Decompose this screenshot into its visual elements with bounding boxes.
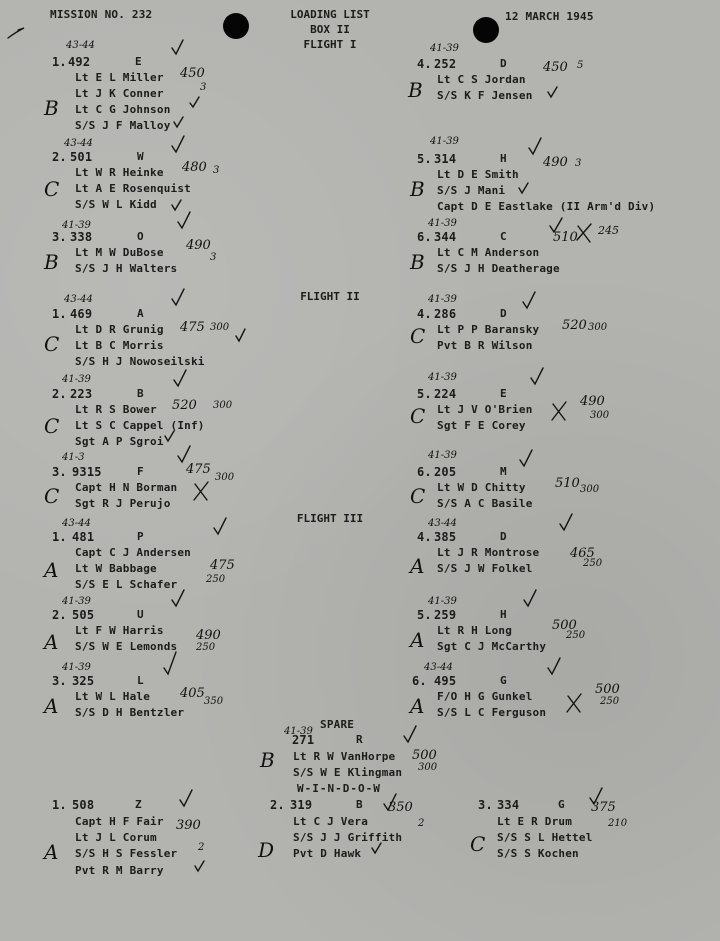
- check-mark: [195, 861, 204, 871]
- plane-number: 9315: [72, 465, 102, 479]
- position-number: 1.: [52, 798, 67, 812]
- crew-member: S/S J J Griffith: [293, 831, 403, 844]
- box-label: BOX II: [310, 23, 350, 36]
- group-mark: B: [44, 96, 59, 120]
- crew-member: Lt D R Grunig: [75, 323, 164, 336]
- plane-number: 319: [290, 798, 313, 812]
- crew-member: Sgt R J Perujo: [75, 497, 171, 510]
- check-mark: [236, 329, 245, 341]
- group-mark: C: [410, 484, 426, 508]
- check-mark: [524, 590, 536, 606]
- serial-note: 41-39: [62, 596, 91, 607]
- group-mark: C: [410, 404, 426, 428]
- check-mark: [531, 368, 543, 384]
- plane-letter: M: [500, 465, 507, 478]
- position-number: 4.: [417, 57, 432, 71]
- group-mark: D: [258, 838, 275, 862]
- crew-member: Lt R S Bower: [75, 403, 157, 416]
- group-mark: B: [408, 78, 423, 102]
- crew-member: Capt H N Borman: [75, 481, 178, 494]
- position-number: 2.: [52, 387, 67, 401]
- extra-note: 300: [215, 472, 235, 483]
- plane-number: 252: [434, 57, 457, 71]
- check-mark: [384, 794, 396, 810]
- plane-number: 338: [70, 230, 93, 244]
- cross-mark: [577, 224, 591, 242]
- position-number: 1.: [52, 307, 67, 321]
- extra-note: 250: [583, 558, 603, 569]
- window-label: W-I-N-D-O-W: [297, 782, 381, 795]
- check-mark: [165, 431, 174, 441]
- position-number: 1.: [52, 55, 67, 69]
- position-number: 3.: [52, 674, 67, 688]
- plane-letter: G: [500, 674, 507, 687]
- extra-note: 250: [196, 642, 216, 653]
- weight-note: 510: [553, 230, 578, 245]
- crew-member: S/S H J Nowoseilski: [75, 355, 205, 368]
- plane-letter: W: [137, 150, 144, 163]
- plane-letter: G: [558, 798, 565, 811]
- crew-member: Lt E L Miller: [75, 71, 164, 84]
- weight-note: 450: [543, 60, 568, 75]
- crew-member: S/S J W Folkel: [437, 562, 533, 575]
- serial-note: 41-39: [428, 596, 457, 607]
- crew-member: S/S E L Schafer: [75, 578, 178, 591]
- check-mark: [174, 370, 186, 386]
- weight-note: 490: [580, 394, 605, 409]
- plane-letter: L: [137, 674, 144, 687]
- weight-note: 475: [180, 320, 205, 335]
- plane-letter: Z: [135, 798, 142, 811]
- weight-note: 520: [562, 318, 587, 333]
- check-mark: [404, 726, 416, 742]
- crew-member: Lt C S Jordan: [437, 73, 526, 86]
- crew-member: Capt H F Fair: [75, 815, 164, 828]
- crew-member: Sgt C J McCarthy: [437, 640, 547, 653]
- group-mark: B: [410, 177, 425, 201]
- group-mark: C: [44, 332, 60, 356]
- crew-member: Lt W Babbage: [75, 562, 157, 575]
- plane-letter: H: [500, 152, 507, 165]
- group-mark: A: [410, 628, 425, 652]
- serial-note: 41-39: [62, 220, 91, 231]
- crew-member: Lt W L Hale: [75, 690, 151, 703]
- crew-member: Lt J L Corum: [75, 831, 157, 844]
- weight-note: 475: [186, 462, 211, 477]
- weight-note: 390: [176, 818, 201, 833]
- plane-number: 495: [434, 674, 457, 688]
- extra-note: 210: [608, 818, 628, 829]
- weight-note: 475: [210, 558, 235, 573]
- plane-number: 259: [434, 608, 457, 622]
- crew-member: Lt P P Baransky: [437, 323, 540, 336]
- crew-member: S/S J Mani: [437, 184, 506, 197]
- plane-letter: D: [500, 307, 507, 320]
- position-number: 4.: [417, 307, 432, 321]
- weight-note: 510: [555, 476, 580, 491]
- weight-note: 450: [180, 66, 205, 81]
- crew-member: Lt A E Rosenquist: [75, 182, 191, 195]
- crew-member: Lt M W DuBose: [75, 246, 164, 259]
- extra-note: 3: [213, 165, 220, 176]
- check-mark: [529, 138, 541, 154]
- group-mark: A: [410, 554, 425, 578]
- crew-member: Lt J V O'Brien: [437, 403, 533, 416]
- weight-note: 500: [595, 682, 620, 697]
- weight-note: 480: [182, 160, 207, 175]
- position-number: 3.: [52, 230, 67, 244]
- extra-note: 3: [575, 158, 582, 169]
- plane-letter: O: [137, 230, 144, 243]
- weight-note: 520: [172, 398, 197, 413]
- plane-number: 501: [70, 150, 93, 164]
- plane-letter: D: [500, 57, 507, 70]
- group-mark: A: [44, 840, 59, 864]
- check-mark: [172, 136, 184, 152]
- crew-member: S/S J F Malloy: [75, 119, 171, 132]
- group-mark: C: [44, 414, 60, 438]
- position-number: 5.: [417, 152, 432, 166]
- extra-note: 300: [418, 762, 438, 773]
- weight-note: 405: [180, 686, 205, 701]
- plane-letter: U: [137, 608, 144, 621]
- plane-number: 271: [292, 733, 315, 747]
- crew-member: Lt F W Harris: [75, 624, 164, 637]
- document-date: 12 MARCH 1945: [505, 10, 594, 23]
- serial-note: 41-39: [428, 372, 457, 383]
- check-mark: [178, 212, 190, 228]
- position-number: 3.: [478, 798, 493, 812]
- crew-member: Lt W R Heinke: [75, 166, 164, 179]
- crew-member: S/S W L Kidd: [75, 198, 157, 211]
- crew-member: Sgt F E Corey: [437, 419, 526, 432]
- position-number: 2.: [270, 798, 285, 812]
- weight-note: 465: [570, 546, 595, 561]
- plane-number: 385: [434, 530, 457, 544]
- plane-letter: F: [137, 465, 144, 478]
- check-mark: [178, 446, 190, 462]
- cross-mark: [567, 694, 581, 712]
- extra-note: 300: [590, 410, 610, 421]
- crew-member: Lt B C Morris: [75, 339, 164, 352]
- flight-label-2: FLIGHT II: [300, 290, 360, 303]
- group-mark: B: [260, 748, 275, 772]
- ink-squiggle: [8, 28, 24, 38]
- plane-letter: B: [356, 798, 363, 811]
- check-mark: [172, 40, 183, 54]
- group-mark: B: [410, 250, 425, 274]
- plane-number: 469: [70, 307, 93, 321]
- weight-note: 500: [552, 618, 577, 633]
- plane-number: 344: [434, 230, 457, 244]
- group-mark: A: [410, 694, 425, 718]
- crew-member: S/S J H Walters: [75, 262, 178, 275]
- position-number: 3.: [52, 465, 67, 479]
- serial-note: 41-39: [428, 218, 457, 229]
- plane-letter: D: [500, 530, 507, 543]
- crew-member: Pvt B R Wilson: [437, 339, 533, 352]
- extra-note: 2: [198, 842, 205, 853]
- plane-letter: E: [500, 387, 507, 400]
- plane-letter: R: [356, 733, 363, 746]
- weight-note: 490: [543, 155, 568, 170]
- position-number: 2.: [52, 150, 67, 164]
- position-number: 6.: [417, 465, 432, 479]
- plane-letter: P: [137, 530, 144, 543]
- check-mark: [372, 843, 381, 853]
- crew-member: Lt C G Johnson: [75, 103, 171, 116]
- extra-note: 300: [213, 400, 233, 411]
- group-mark: A: [44, 558, 59, 582]
- plane-letter: B: [137, 387, 144, 400]
- group-mark: A: [44, 694, 59, 718]
- cross-mark: [194, 482, 208, 500]
- plane-number: 508: [72, 798, 95, 812]
- group-mark: B: [44, 250, 59, 274]
- extra-note: 245: [598, 224, 619, 237]
- serial-note: 43-44: [64, 138, 93, 149]
- flight-label-3: FLIGHT III: [296, 512, 364, 525]
- crew-member: Lt J K Conner: [75, 87, 164, 100]
- position-number: 2.: [52, 608, 67, 622]
- crew-member: Lt E R Drum: [497, 815, 573, 828]
- crew-member: S/S K F Jensen: [437, 89, 533, 102]
- plane-number: 223: [70, 387, 93, 401]
- serial-note: 41-39: [62, 374, 91, 385]
- plane-number: 286: [434, 307, 457, 321]
- serial-note: 41-39: [62, 662, 91, 673]
- check-mark: [550, 218, 562, 232]
- crew-member: S/S W E Klingman: [293, 766, 403, 779]
- check-mark: [520, 450, 532, 466]
- plane-number: 492: [68, 55, 91, 69]
- check-mark: [172, 289, 184, 305]
- flight-label-1: FLIGHT I: [303, 38, 357, 51]
- serial-note: 41-39: [430, 136, 459, 147]
- crew-member: Lt R W VanHorpe: [293, 750, 396, 763]
- check-mark: [560, 514, 572, 530]
- check-mark: [548, 658, 560, 674]
- position-number: 4.: [417, 530, 432, 544]
- weight-note: 490: [196, 628, 221, 643]
- extra-note: 350: [204, 696, 224, 707]
- check-mark: [590, 788, 602, 804]
- crew-member: Sgt A P Sgroi: [75, 435, 164, 448]
- crew-member: S/S W E Lemonds: [75, 640, 178, 653]
- crew-member: Lt J R Montrose: [437, 546, 540, 559]
- check-mark: [214, 518, 226, 534]
- extra-note: 300: [580, 484, 600, 495]
- extra-note: 2: [418, 818, 425, 829]
- plane-number: 224: [434, 387, 457, 401]
- plane-letter: E: [135, 55, 142, 68]
- group-mark: C: [44, 484, 60, 508]
- crew-member: S/S A C Basile: [437, 497, 533, 510]
- check-mark: [172, 590, 184, 606]
- cross-mark: [552, 402, 566, 420]
- check-mark: [180, 790, 192, 806]
- weight-note: 490: [186, 238, 211, 253]
- crew-member: S/S S L Hettel: [497, 831, 593, 844]
- crew-member: Lt D E Smith: [437, 168, 519, 181]
- check-mark: [523, 292, 535, 308]
- extra-note: 300: [210, 322, 230, 333]
- crew-member: Lt C M Anderson: [437, 246, 540, 259]
- plane-number: 334: [497, 798, 520, 812]
- crew-member: S/S H S Fessler: [75, 847, 178, 860]
- position-number: 6.: [417, 230, 432, 244]
- extra-note: 5: [577, 60, 584, 71]
- crew-member: S/S S Kochen: [497, 847, 579, 860]
- position-number: 5.: [417, 387, 432, 401]
- extra-note: 250: [206, 574, 226, 585]
- serial-note: 43-44: [64, 294, 93, 305]
- serial-note: 41-39: [430, 43, 459, 54]
- crew-member: Lt W D Chitty: [437, 481, 526, 494]
- serial-note: 41-3: [62, 452, 85, 463]
- group-mark: A: [44, 630, 59, 654]
- plane-number: 205: [434, 465, 457, 479]
- check-mark: [174, 117, 183, 127]
- plane-letter: H: [500, 608, 507, 621]
- document-title: LOADING LIST: [290, 8, 370, 21]
- plane-number: 325: [72, 674, 95, 688]
- weight-note: 350: [388, 800, 413, 815]
- crew-member: S/S J H Deatherage: [437, 262, 560, 275]
- extra-note: 300: [588, 322, 608, 333]
- mission-number: MISSION NO. 232: [50, 8, 153, 21]
- serial-note: 43-44: [62, 518, 91, 529]
- crew-member: Lt C J Vera: [293, 815, 369, 828]
- serial-note: 43-44: [424, 662, 453, 673]
- check-mark: [164, 652, 176, 674]
- crew-member: F/O H G Gunkel: [437, 690, 533, 703]
- check-mark: [519, 183, 528, 193]
- extra-note: 3: [200, 82, 207, 93]
- plane-letter: C: [500, 230, 507, 243]
- check-mark: [172, 200, 181, 210]
- crew-member: Lt S C Cappel (Inf): [75, 419, 205, 432]
- extra-note: 250: [600, 696, 620, 707]
- group-mark: C: [410, 324, 426, 348]
- check-mark: [190, 97, 199, 107]
- plane-letter: A: [137, 307, 144, 320]
- plane-number: 505: [72, 608, 95, 622]
- spare-label: SPARE: [320, 718, 355, 731]
- serial-note: 43-44: [428, 518, 457, 529]
- weight-note: 375: [591, 800, 616, 815]
- serial-note: 43-44: [66, 40, 95, 51]
- plane-number: 481: [72, 530, 95, 544]
- crew-member: Capt D E Eastlake (II Arm'd Div): [437, 200, 656, 213]
- serial-note: 41-39: [284, 726, 313, 737]
- serial-note: 41-39: [428, 294, 457, 305]
- crew-member: Lt R H Long: [437, 624, 513, 637]
- weight-note: 500: [412, 748, 437, 763]
- crew-member: S/S L C Ferguson: [437, 706, 547, 719]
- position-number: 1.: [52, 530, 67, 544]
- serial-note: 41-39: [428, 450, 457, 461]
- crew-member: Pvt R M Barry: [75, 864, 164, 877]
- position-number: 5.: [417, 608, 432, 622]
- plane-number: 314: [434, 152, 457, 166]
- crew-member: Pvt D Hawk: [293, 847, 362, 860]
- extra-note: 250: [566, 630, 586, 641]
- check-mark: [548, 87, 557, 97]
- group-mark: C: [44, 177, 60, 201]
- crew-member: S/S D H Bentzler: [75, 706, 185, 719]
- crew-member: Capt C J Andersen: [75, 546, 191, 559]
- group-mark: C: [470, 832, 486, 856]
- extra-note: 3: [210, 252, 217, 263]
- position-number: 6.: [412, 674, 427, 688]
